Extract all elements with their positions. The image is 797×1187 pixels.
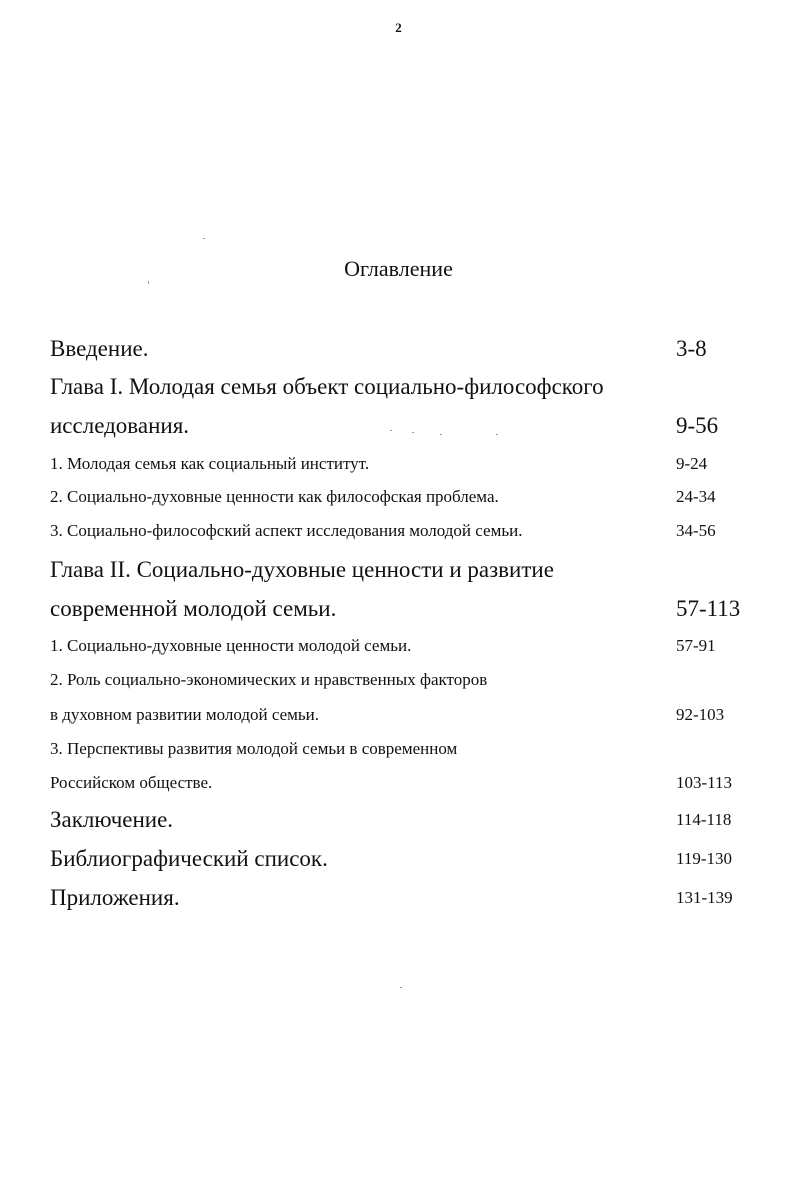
- scan-speck: [390, 430, 392, 431]
- toc-entry-text: Введение.: [50, 336, 149, 361]
- toc-entry-pages: 119-130: [676, 849, 733, 868]
- scan-speck: [440, 434, 442, 435]
- toc-entry-text: Глава I. Молодая семья объект социально-философского: [50, 374, 604, 399]
- toc-entry-text: 1. Социально-духовные ценности молодой семьи.: [50, 636, 412, 655]
- toc-title: Оглавление: [344, 256, 453, 281]
- toc-entry-text: Приложения.: [50, 885, 180, 910]
- toc-entry-pages: 92-103: [676, 705, 725, 724]
- toc-entry-text: Заключение.: [50, 807, 174, 832]
- scan-speck: [203, 238, 205, 239]
- scan-speck: [412, 432, 414, 433]
- page-number: 2: [395, 20, 402, 35]
- toc-entry-text: Российском обществе.: [50, 773, 213, 792]
- toc-entry-pages: 131-139: [676, 888, 733, 907]
- toc-entry-pages: 114-118: [676, 810, 732, 829]
- toc-entry-pages: 9-24: [676, 454, 708, 473]
- scan-speck: [496, 434, 498, 435]
- toc-entry-text: 2. Социально-духовные ценности как философская проблема.: [50, 487, 499, 506]
- toc-entry-text: 2. Роль социально-экономических и нравственных факторов: [50, 670, 488, 689]
- toc-entry-text: 3. Перспективы развития молодой семьи в современном: [50, 739, 458, 758]
- toc-entry-pages: 34-56: [676, 521, 716, 540]
- toc-entry-pages: 3-8: [676, 336, 707, 361]
- toc-entry-pages: 57-113: [676, 596, 741, 621]
- toc-entry-pages: 103-113: [676, 773, 733, 792]
- toc-entry-pages: 57-91: [676, 636, 716, 655]
- toc-entry-text: современной молодой семьи.: [50, 596, 337, 621]
- toc-entry-text: 1. Молодая семья как социальный институт.: [50, 454, 370, 473]
- scan-speck: [148, 281, 149, 284]
- toc-entry-text: Глава II. Социально-духовные ценности и развитие: [50, 557, 554, 582]
- toc-entry-pages: 9-56: [676, 413, 719, 438]
- toc-entry-text: Библиографический список.: [50, 846, 328, 871]
- scan-speck: [400, 987, 402, 988]
- toc-entry-pages: 24-34: [676, 487, 716, 506]
- toc-entry-text: 3. Социально-философский аспект исследования молодой семьи.: [50, 521, 523, 540]
- toc-entry-text: в духовном развитии молодой семьи.: [50, 705, 320, 724]
- toc-entry-text: исследования.: [50, 413, 190, 438]
